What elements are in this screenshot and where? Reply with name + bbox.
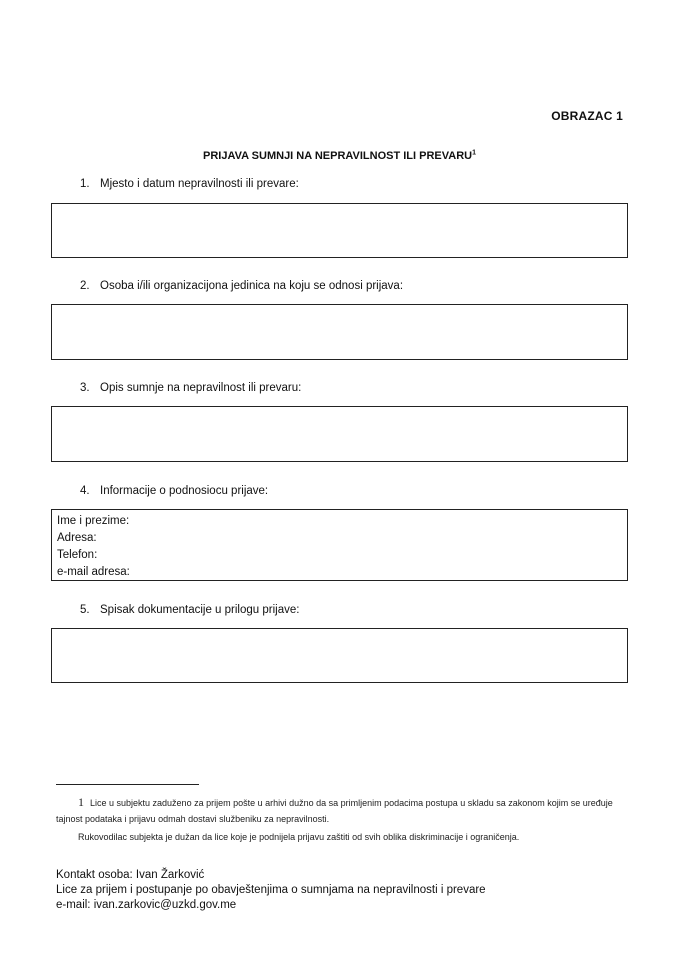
question-label: Opis sumnje na nepravilnost ili prevaru:	[100, 382, 302, 394]
question-3	[80, 382, 301, 394]
contact-person: Kontakt osoba: Ivan Žarković	[56, 869, 205, 881]
address-field-label: Adresa:	[57, 532, 97, 544]
footnote	[56, 794, 634, 827]
footnote-mark: 1	[78, 795, 84, 809]
question-label: Osoba i/ili organizacijona jedinica na koju se odnosi prijava:	[100, 280, 404, 292]
footnote-text-2: Rukovodilac subjekta je dužan da lice koje je podnijela prijavu zaštiti od svih oblika diskriminacije i ograničenja.	[78, 832, 520, 842]
contact-block	[56, 868, 486, 913]
question-label: Mjesto i datum nepravilnosti ili prevare:	[100, 178, 299, 190]
title-footnote-mark: 1	[472, 149, 477, 157]
answer-field-1[interactable]	[51, 203, 628, 258]
answer-field-2[interactable]	[51, 304, 628, 360]
contact-email[interactable]: e-mail: ivan.zarkovic@uzkd.gov.me	[56, 899, 237, 911]
question-number: 3.	[80, 382, 90, 394]
form-code: OBRAZAC 1	[551, 109, 623, 123]
question-label: Informacije o podnosiocu prijave:	[100, 485, 269, 497]
submitter-info-box[interactable]	[51, 509, 628, 581]
question-4	[80, 485, 268, 497]
question-5	[80, 604, 299, 616]
footnote-separator	[56, 784, 199, 785]
footnote-text: Lice u subjektu zaduženo za prijem pošte u arhivi dužno da sa primljenim podacima postupa u skladu sa zakonom kojim se uređuje tajnost podataka i prijavu odmah dostavi službeniku za nepravilnosti.	[56, 798, 613, 824]
name-field-label: Ime i prezime:	[57, 515, 130, 527]
title-text: PRIJAVA SUMNJI NA NEPRAVILNOST ILI PREVARU	[202, 150, 473, 162]
question-label: Spisak dokumentacije u prilogu prijave:	[100, 604, 300, 616]
question-number: 4.	[80, 485, 90, 497]
question-number: 5.	[80, 604, 90, 616]
answer-field-3[interactable]	[51, 406, 628, 462]
phone-field-label: Telefon:	[57, 549, 98, 561]
question-number: 1.	[80, 178, 90, 190]
question-2	[80, 280, 403, 292]
answer-field-5[interactable]	[51, 628, 628, 683]
contact-role: Lice za prijem i postupanje po obavještenjima o sumnjama na nepravilnosti i prevare	[56, 884, 486, 896]
document-title	[0, 150, 679, 162]
question-1	[80, 178, 299, 190]
question-number: 2.	[80, 280, 90, 292]
email-field-label: e-mail adresa:	[57, 566, 130, 578]
